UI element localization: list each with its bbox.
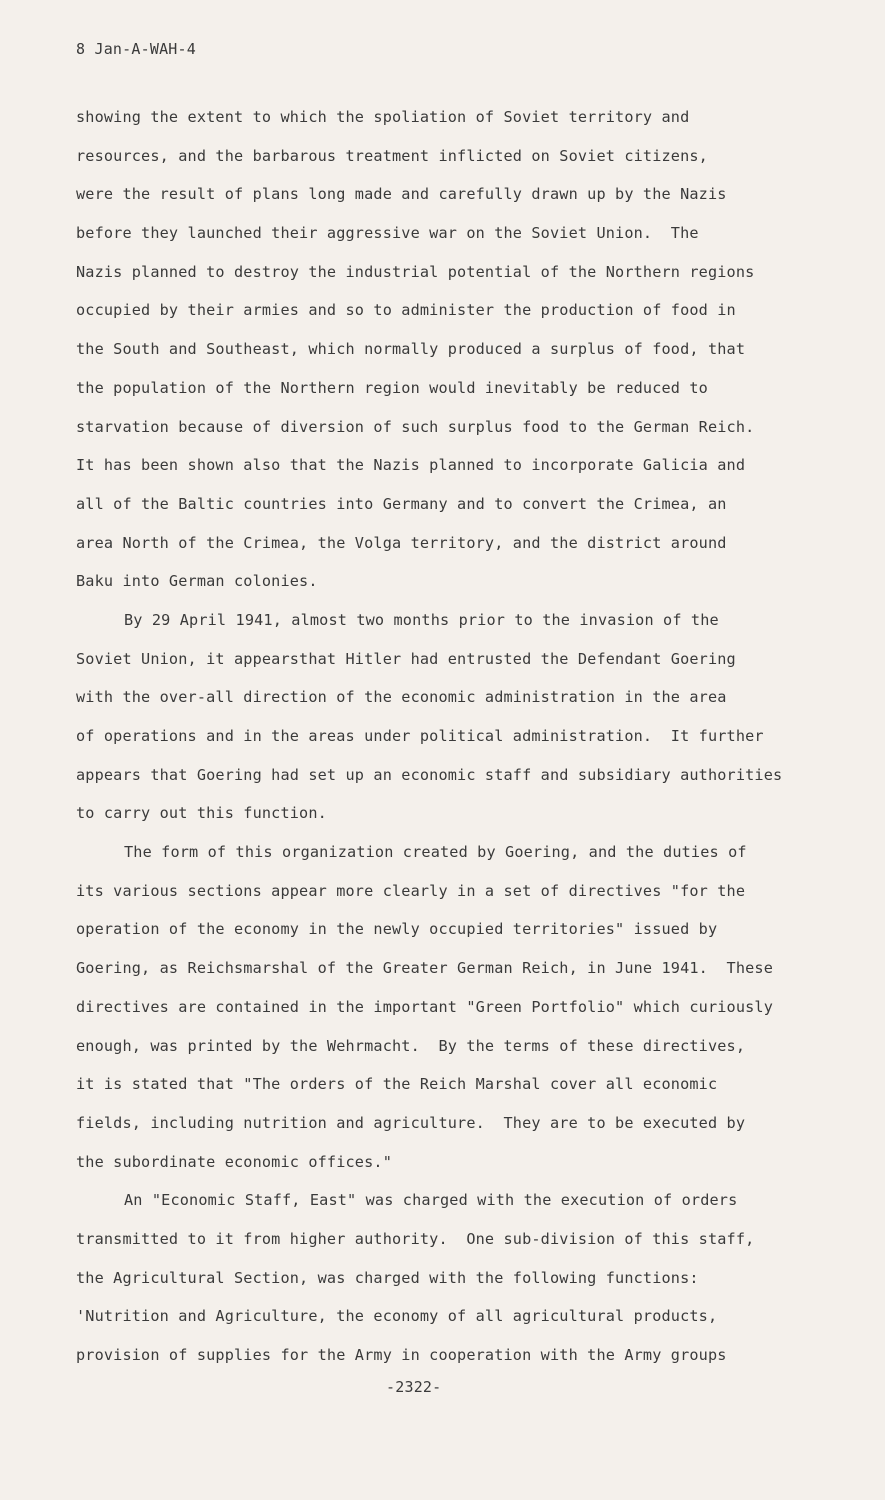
body-line: of operations and in the areas under political administration. It further [76, 727, 764, 745]
body-line: It has been shown also that the Nazis planned to incorporate Galicia and [76, 456, 746, 475]
body-line: its various sections appear more clearly in a set of directives "for the [76, 881, 746, 900]
document-body [76, 98, 821, 1375]
body-line: the population of the Northern region would inevitably be reduced to [76, 378, 708, 397]
body-line: provision of supplies for the Army in cooperation with the Army groups [76, 1346, 727, 1364]
body-line: operation of the economy in the newly occupied territories" issued by [76, 920, 718, 939]
body-line: to carry out this function. [76, 804, 327, 823]
body-line: Nazis planned to destroy the industrial potential of the Northern regions [76, 262, 755, 281]
body-line: all of the Baltic countries into Germany and to convert the Crimea, an [76, 494, 727, 513]
paragraph-start-line: An "Economic Staff, East" was charged with the execution of orders [124, 1191, 738, 1210]
body-line: Baku into German colonies. [76, 572, 318, 591]
paragraph-start-line: By 29 April 1941, almost two months prior to the invasion of the [124, 610, 719, 629]
body-line: starvation because of diversion of such surplus food to the German Reich. [76, 417, 755, 436]
body-line: with the over-all direction of the economic administration in the area [76, 688, 727, 707]
paragraph-start-line: The form of this organization created by Goering, and the duties of [124, 843, 747, 862]
body-line: resources, and the barbarous treatment inflicted on Soviet citizens, [76, 146, 708, 165]
body-line: the Agricultural Section, was charged with the following functions: [76, 1268, 699, 1287]
body-line: transmitted to it from higher authority. One sub-division of this staff, [76, 1229, 755, 1248]
body-line: the South and Southeast, which normally produced a surplus of food, that [76, 340, 746, 359]
body-line: Soviet Union, it appearsthat Hitler had entrusted the Defendant Goering [76, 649, 736, 668]
body-line: fields, including nutrition and agriculture. They are to be executed by [76, 1113, 746, 1132]
page-number: -2322- [386, 1378, 442, 1396]
body-line: occupied by their armies and so to administer the production of food in [76, 301, 736, 320]
body-line: appears that Goering had set up an economic staff and subsidiary authorities [76, 765, 783, 784]
body-line: showing the extent to which the spoliation of Soviet territory and [76, 108, 690, 126]
body-line: it is stated that "The orders of the Reich Marshal cover all economic [76, 1075, 718, 1094]
document-header-code: 8 Jan-A-WAH-4 [76, 40, 196, 58]
body-line: were the result of plans long made and carefully drawn up by the Nazis [76, 185, 727, 204]
body-line: area North of the Crimea, the Volga territory, and the district around [76, 533, 727, 552]
body-line: the subordinate economic offices." [76, 1152, 392, 1171]
body-line: Goering, as Reichsmarshal of the Greater German Reich, in June 1941. These [76, 959, 774, 978]
body-line: directives are contained in the important "Green Portfolio" which curiously [76, 997, 774, 1016]
body-line: 'Nutrition and Agriculture, the economy of all agricultural products, [76, 1307, 718, 1326]
body-line: before they launched their aggressive war on the Soviet Union. The [76, 224, 699, 243]
body-line: enough, was printed by the Wehrmacht. By the terms of these directives, [76, 1036, 746, 1055]
